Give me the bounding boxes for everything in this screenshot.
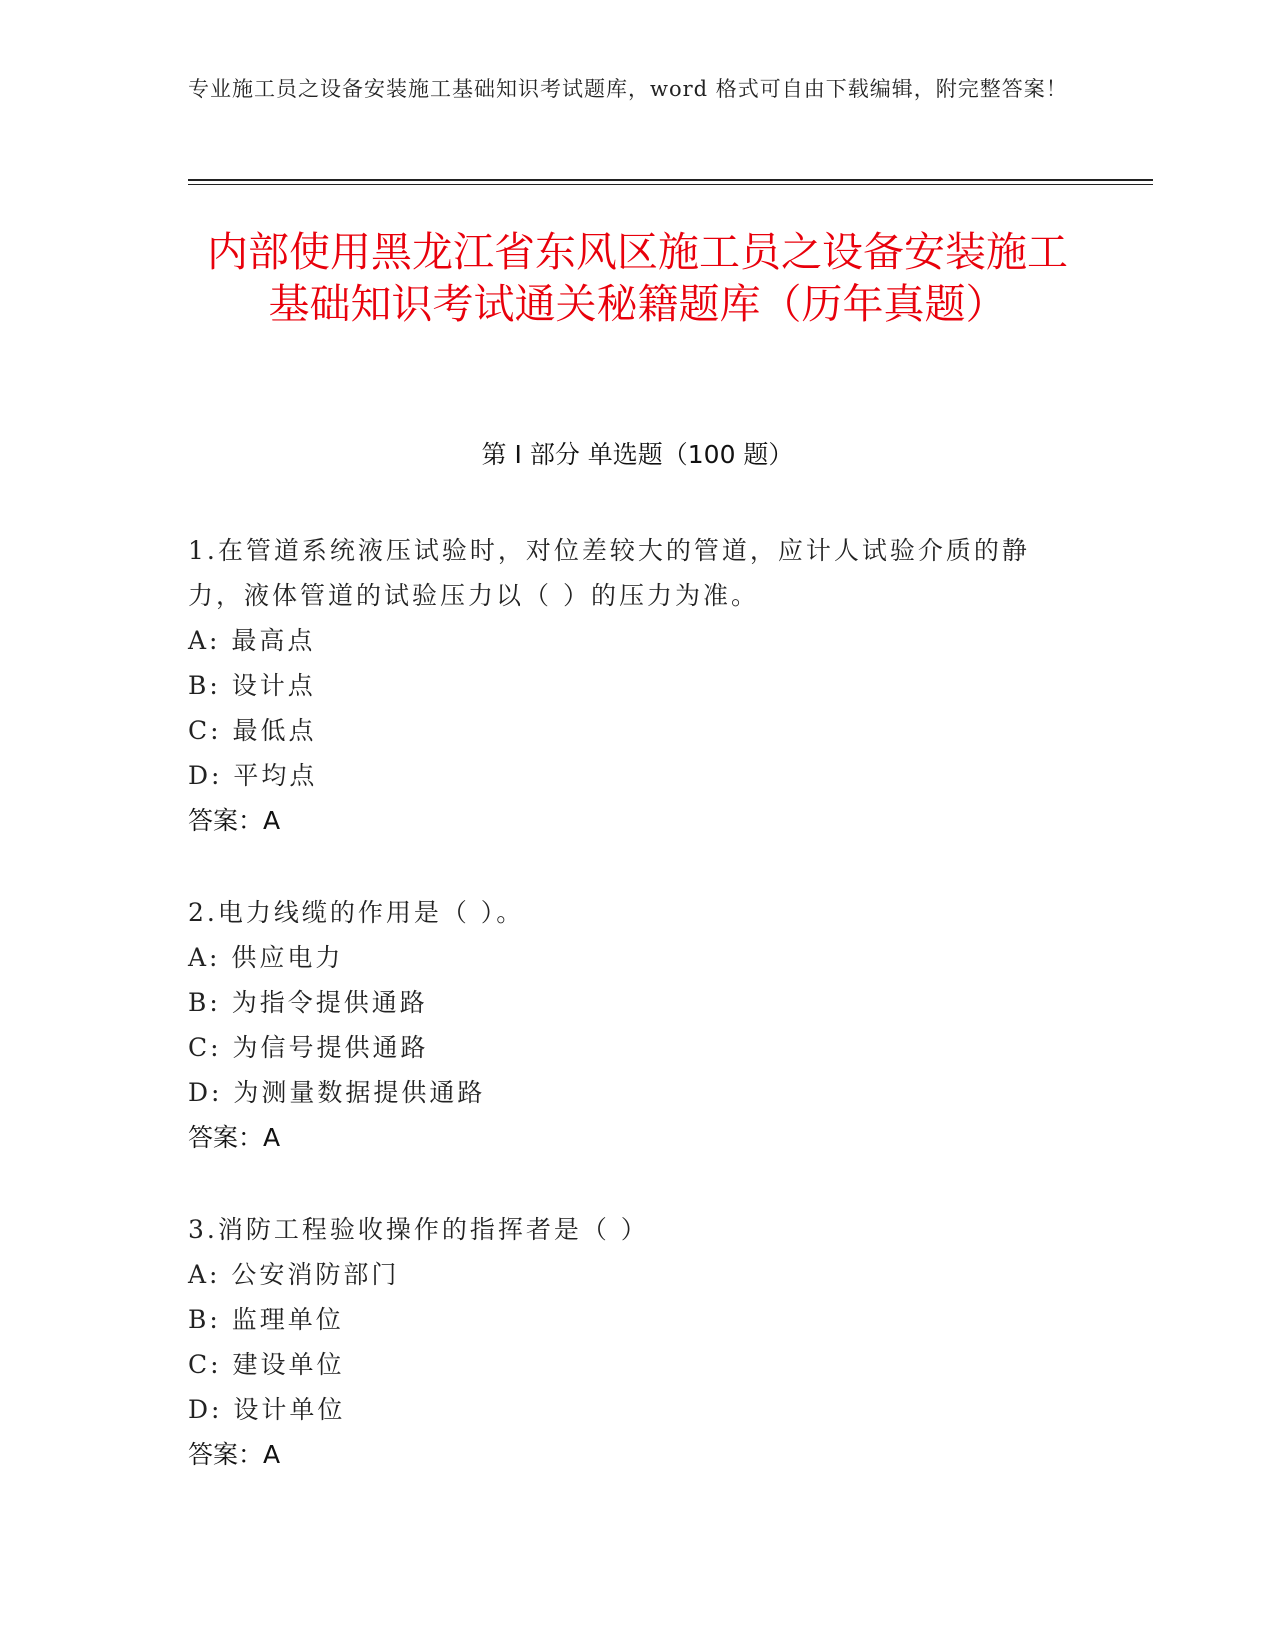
answer: 答案：A	[188, 1440, 281, 1469]
option-b: B: 监理单位	[188, 1305, 344, 1334]
option-c: C: 为信号提供通路	[188, 1033, 429, 1062]
option-a: A: 最高点	[188, 626, 316, 655]
question-list	[188, 528, 1068, 1524]
header-rule-thick	[188, 179, 1153, 181]
question-2	[188, 890, 1068, 1160]
header-rule-thin	[188, 184, 1153, 185]
question-1	[188, 528, 1068, 843]
option-d: D: 为测量数据提供通路	[188, 1078, 486, 1107]
option-a: A: 供应电力	[188, 943, 344, 972]
option-a: A: 公安消防部门	[188, 1260, 400, 1289]
question-stem: 3.消防工程验收操作的指挥者是（ ）	[188, 1215, 649, 1244]
option-d: D: 平均点	[188, 761, 318, 790]
option-b: B: 设计点	[188, 671, 316, 700]
document-title: 内部使用黑龙江省东风区施工员之设备安装施工基础知识考试通关秘籍题库（历年真题）	[207, 228, 1068, 328]
option-c: C: 建设单位	[188, 1350, 345, 1379]
option-d: D: 设计单位	[188, 1395, 346, 1424]
option-c: C: 最低点	[188, 716, 317, 745]
header-note: 专业施工员之设备安装施工基础知识考试题库，word 格式可自由下载编辑，附完整答案！	[188, 77, 1068, 101]
question-stem: 1.在管道系统液压试验时，对位差较大的管道，应计人试验介质的静力，液体管道的试验压力以（ ）的压力为准。	[188, 536, 1030, 610]
section-title: 第 I 部分 单选题（100 题）	[481, 440, 794, 469]
question-3	[188, 1207, 1068, 1477]
answer: 答案：A	[188, 1123, 281, 1152]
question-stem: 2.电力线缆的作用是（ ）。	[188, 898, 525, 927]
answer: 答案：A	[188, 806, 281, 835]
option-b: B: 为指令提供通路	[188, 988, 428, 1017]
